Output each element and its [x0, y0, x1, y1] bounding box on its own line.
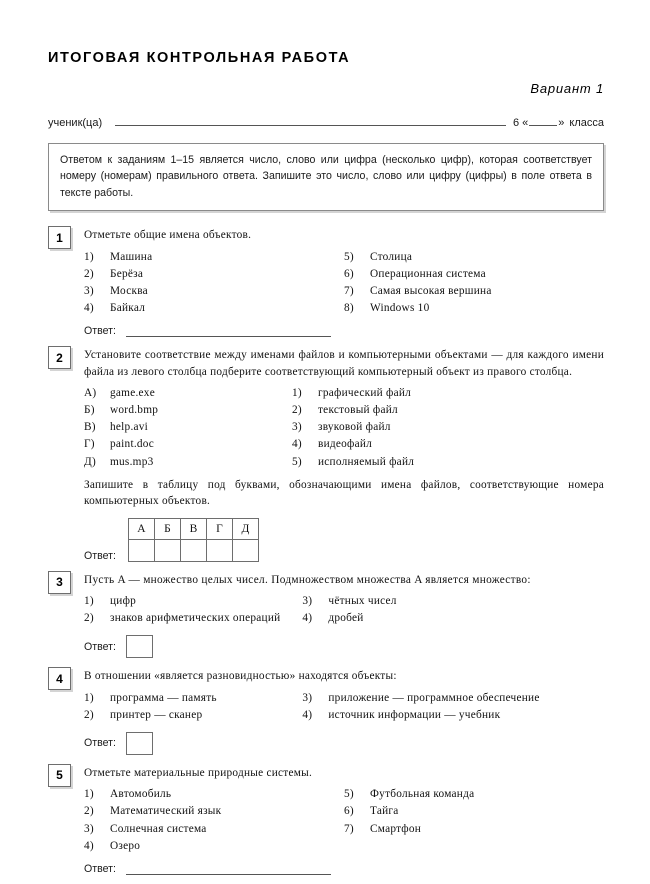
option[interactable]	[302, 593, 604, 610]
option-marker: 1)	[84, 594, 94, 607]
task-3-options	[84, 593, 604, 627]
answer-input-line[interactable]	[126, 325, 331, 337]
task-5-question: Отметьте материальные природные системы.	[84, 766, 313, 779]
page-title: ИТОГОВАЯ КОНТРОЛЬНАЯ РАБОТА	[48, 50, 351, 66]
option-marker: 4)	[84, 839, 94, 852]
option-marker: А)	[84, 386, 97, 399]
option-text: mus.mp3	[110, 455, 154, 468]
option[interactable]	[302, 610, 604, 627]
variant-label: Вариант 1	[530, 81, 604, 96]
option-text: исполняемый файл	[318, 455, 415, 468]
option-marker: 1)	[292, 386, 302, 399]
option-text: дробей	[328, 612, 364, 625]
table-header-cell: В	[180, 518, 206, 539]
option[interactable]	[84, 786, 344, 803]
task-number-5: 5	[48, 764, 71, 787]
option-text: приложение — программное обеспечение	[328, 691, 540, 704]
option-text: текстовый файл	[318, 404, 398, 417]
option-text: Столица	[370, 250, 413, 263]
option-marker: Д)	[84, 455, 96, 468]
option[interactable]	[84, 454, 292, 471]
option-marker: 3)	[84, 822, 94, 835]
option[interactable]	[292, 402, 604, 419]
table-header-cell: Б	[154, 518, 180, 539]
task-5-answer-row	[84, 863, 604, 875]
option[interactable]	[344, 786, 604, 803]
option-marker: 6)	[344, 805, 354, 818]
table-answer-cell[interactable]	[154, 539, 180, 561]
option[interactable]	[84, 821, 344, 838]
task-2-question: Установите соответствие между именами файлов и компьютерными объектами — для каждого имени файла из левого столбца подберите соответствующий компьютерный объект из правого столбца.	[84, 349, 604, 378]
answer-label: Ответ:	[84, 549, 116, 562]
option[interactable]	[344, 266, 604, 283]
option[interactable]	[84, 249, 344, 266]
task-2-after-text: Запишите в таблицу под буквами, обозначающими имена файлов, соответствующие номера компьютерных объектов.	[84, 478, 604, 508]
task-2-options-right	[292, 385, 604, 471]
table-answer-cell[interactable]	[128, 539, 154, 561]
option[interactable]	[84, 610, 302, 627]
table-header-cell: Д	[232, 518, 258, 539]
option-marker: 2)	[84, 708, 94, 721]
option-text: чётных чисел	[328, 594, 397, 607]
option-text: Автомобиль	[110, 788, 172, 801]
match-answer-table	[128, 518, 259, 562]
option[interactable]	[302, 707, 604, 724]
task-5-options	[84, 786, 604, 855]
option[interactable]	[84, 266, 344, 283]
option-marker: Г)	[84, 438, 95, 451]
student-name-row	[48, 114, 604, 129]
task-1-question: Отметьте общие имена объектов.	[84, 229, 252, 242]
task-2-options-left	[84, 385, 292, 471]
option-marker: 3)	[302, 594, 313, 607]
quote-close: »	[558, 117, 565, 129]
task-4-options-right	[302, 690, 604, 724]
option-marker: 3)	[292, 421, 302, 434]
table-answer-cell[interactable]	[206, 539, 232, 561]
option[interactable]	[292, 436, 604, 453]
option-marker: 5)	[292, 455, 302, 468]
option-marker: 2)	[292, 404, 302, 417]
task-3-body	[84, 571, 604, 659]
option-text: game.exe	[110, 386, 155, 399]
option-marker: 4)	[84, 302, 94, 315]
table-header-row	[128, 518, 258, 539]
option-marker: 4)	[302, 612, 313, 625]
option-text: видеофайл	[318, 438, 373, 451]
option-marker: 7)	[344, 284, 354, 297]
option-text: программа — память	[110, 691, 217, 704]
table-header-cell: Г	[206, 518, 232, 539]
task-1	[48, 226, 604, 337]
task-number-1: 1	[48, 226, 71, 249]
option-marker: 6)	[344, 267, 354, 280]
option[interactable]	[84, 385, 292, 402]
option-marker: 2)	[84, 612, 94, 625]
option-text: Футбольная команда	[370, 788, 475, 801]
option-text: Математический язык	[110, 805, 222, 818]
option-text: word.bmp	[110, 404, 159, 417]
option-marker: 1)	[84, 250, 94, 263]
answer-input-box[interactable]	[126, 732, 153, 755]
option-text: Машина	[110, 250, 153, 263]
option-text: знаков арифметических операций	[110, 612, 281, 625]
task-2-options	[84, 385, 604, 471]
task-3-question: Пусть A — множество целых чисел. Подмножеством множества A является множество:	[84, 573, 531, 586]
task-2-body	[84, 346, 604, 561]
option[interactable]	[84, 690, 302, 707]
option[interactable]	[344, 803, 604, 820]
task-5-options-right	[344, 786, 604, 855]
option-text: Операционная система	[370, 267, 486, 280]
instruction-box	[48, 143, 604, 211]
answer-label: Ответ:	[84, 862, 116, 875]
option-marker: В)	[84, 421, 96, 434]
option[interactable]	[84, 707, 302, 724]
class-letter-input[interactable]	[529, 114, 557, 126]
option-marker: 8)	[344, 302, 354, 315]
task-4-question: В отношении «является разновидностью» находятся объекты:	[84, 670, 397, 683]
option-text: Смартфон	[370, 822, 422, 835]
option[interactable]	[84, 300, 344, 317]
table-answer-cell[interactable]	[232, 539, 258, 561]
task-4-options-left	[84, 690, 302, 724]
option-marker: 2)	[84, 805, 94, 818]
option[interactable]	[344, 249, 604, 266]
option[interactable]	[84, 419, 292, 436]
answer-label: Ответ:	[84, 737, 116, 750]
option[interactable]	[292, 419, 604, 436]
option-marker: 4)	[302, 708, 313, 721]
task-2-answer-row	[84, 518, 604, 562]
option-text: Берёза	[110, 267, 144, 280]
task-5-options-left	[84, 786, 344, 855]
option-text: звуковой файл	[318, 421, 391, 434]
option-marker: 1)	[84, 788, 94, 801]
option[interactable]	[302, 690, 604, 707]
class-word: класса	[569, 117, 604, 129]
option-text: paint.doc	[110, 438, 154, 451]
student-name-input[interactable]	[115, 114, 506, 126]
option[interactable]	[84, 838, 344, 855]
option-marker: 1)	[84, 691, 94, 704]
option-marker: Б)	[84, 404, 95, 417]
task-5	[48, 764, 604, 875]
option[interactable]	[84, 402, 292, 419]
option-text: Самая высокая вершина	[370, 284, 492, 297]
task-1-options-right	[344, 249, 604, 318]
option-text: Тайга	[370, 805, 399, 818]
option-marker: 5)	[344, 788, 354, 801]
option-text: Байкал	[110, 302, 146, 315]
task-number-4: 4	[48, 667, 71, 690]
task-4	[48, 667, 604, 755]
option-text: графический файл	[318, 386, 412, 399]
option-text: источник информации — учебник	[328, 708, 501, 721]
option-marker: 3)	[302, 691, 313, 704]
task-4-answer-row	[84, 732, 604, 755]
option-marker: 2)	[84, 267, 94, 280]
instruction-text: Ответом к заданиям 1–15 является число, слово или цифра (несколько цифр), которая соответствует номеру (номерам) правильного ответа. Запишите это число, слово или цифру (цифры) в поле ответа в тексте работы.	[60, 154, 592, 199]
option-marker: 3)	[84, 284, 94, 297]
option-text: Солнечная система	[110, 822, 207, 835]
option[interactable]	[84, 593, 302, 610]
option-marker: 4)	[292, 438, 302, 451]
task-1-answer-row	[84, 325, 604, 337]
option[interactable]	[344, 300, 604, 317]
option[interactable]	[84, 803, 344, 820]
option[interactable]	[292, 454, 604, 471]
option-text: принтер — сканер	[110, 708, 203, 721]
table-answer-cell[interactable]	[180, 539, 206, 561]
variant-row	[48, 80, 604, 98]
task-3	[48, 571, 604, 659]
task-3-answer-row	[84, 635, 604, 658]
option-text: Москва	[110, 284, 148, 297]
option[interactable]	[84, 283, 344, 300]
task-4-options	[84, 690, 604, 724]
answer-label: Ответ:	[84, 325, 116, 338]
option-text: цифр	[110, 594, 137, 607]
option[interactable]	[84, 436, 292, 453]
task-1-body	[84, 226, 604, 337]
quote-open: «	[522, 117, 529, 129]
option-marker: 7)	[344, 822, 354, 835]
task-number-2: 2	[48, 346, 71, 369]
option[interactable]	[292, 385, 604, 402]
task-5-body	[84, 764, 604, 875]
option[interactable]	[344, 283, 604, 300]
class-number: 6	[513, 117, 520, 129]
task-3-options-right	[302, 593, 604, 627]
table-header-cell: А	[128, 518, 154, 539]
table-row	[128, 539, 258, 561]
page-content	[48, 50, 604, 884]
answer-input-line[interactable]	[126, 863, 331, 875]
task-1-options	[84, 249, 604, 318]
task-2	[48, 346, 604, 561]
student-label: ученик(ца)	[48, 117, 103, 129]
task-3-options-left	[84, 593, 302, 627]
task-4-body	[84, 667, 604, 755]
option-text: Windows 10	[370, 302, 430, 315]
answer-input-box[interactable]	[126, 635, 153, 658]
option-marker: 5)	[344, 250, 354, 263]
option[interactable]	[344, 821, 604, 838]
answer-label: Ответ:	[84, 640, 116, 653]
task-number-3: 3	[48, 571, 71, 594]
task-1-options-left	[84, 249, 344, 318]
option-text: Озеро	[110, 839, 141, 852]
option-text: help.avi	[110, 421, 149, 434]
